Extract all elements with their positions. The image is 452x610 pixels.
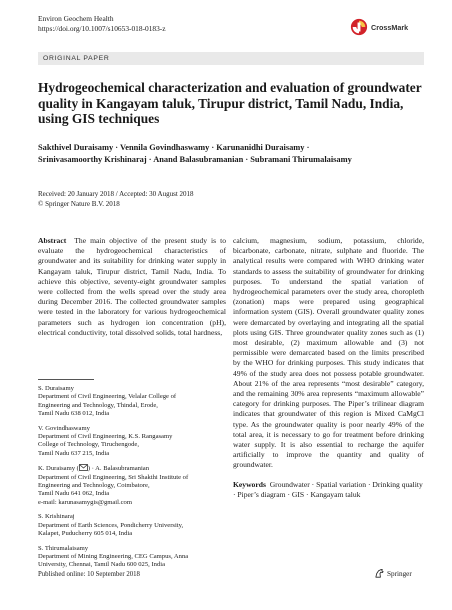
affiliation-line: Department of Civil Engineering, Sri Shakthi Institute of: [38, 473, 189, 481]
affiliation: [38, 513, 226, 538]
article-type-banner: ORIGINAL PAPER: [38, 52, 424, 65]
affiliation-divider: [38, 379, 94, 380]
author[interactable]: Sakthivel Duraisamy: [38, 143, 114, 152]
author-list: Sakthivel Duraisamy · Vennila Govindhaswamy · Karunanidhi Duraisamy · Srinivasamoorthy Krishinaraj · Anand Balasubramanian · Subramani Thirumalaisamy: [38, 143, 352, 164]
journal-name: Environ Geochem Health: [38, 14, 114, 23]
affiliation-name: V. Govindhaswamy: [38, 424, 90, 432]
author[interactable]: Karunanidhi Duraisamy: [216, 143, 305, 152]
affiliation-line: Kalapet, Puducherry 605 014, India: [38, 530, 133, 538]
journal-header: [38, 14, 166, 33]
affiliations: [38, 379, 226, 576]
abstract-continued: calcium, magnesium, sodium, potassium, chloride, bicarbonate, carbonate, nitrate, sulphate and fluoride. The analytical results were compared with WHO drinking water standards to assess the suitability of groundwater for drinking purposes. To understand the spatial variation of hydrogeochemical parameters over the study area, choropleth (zonation) maps were prepared using geographical information system (GIS). Overall groundwater quality zones were demarcated by overlaying and integrating all the spatial plots using GIS. Three groundwater quality zones such as (1) most desirable, (2) maximum allowable and (3) not permissible were demarcated based on the limits prescribed by the WHO for drinking purposes. This study indicates that 49% of the study area does not possess potable groundwater. About 21% of the area represents “most desirable” category, and the remaining 30% area represents “maximum allowable” category for drinking purposes. The Piper’s trilinear diagram indicates that groundwater of this region is Mixed CaMgCl type. As the groundwater quality is poor nearly 49% of the total area, it is necessary to go for treatment before drinking water supply. It is also essential to recharge the aquifer artificially to improve the quantity and quality of groundwater.: [233, 236, 424, 470]
affiliation-line: Department of Civil Engineering, K.S. Rangasamy: [38, 433, 173, 441]
left-column: [38, 236, 226, 338]
paper-title: Hydrogeochemical characterization and evaluation of groundwater quality in Kangayam taluk, Tirupur district, Tamil Nadu, India, using GIS techniques: [38, 80, 422, 127]
affiliation-line: Department of Earth Sciences, Pondicherry University,: [38, 521, 184, 529]
author[interactable]: Subramani Thirumalaisamy: [250, 155, 352, 164]
affiliation-name-prefix: K. Duraisamy (: [38, 465, 79, 473]
affiliation-line: Department of Civil Engineering, Velalar College of: [38, 393, 177, 401]
copyright-line: © Springer Nature B.V. 2018: [38, 199, 120, 208]
email-link[interactable]: e-mail: karunasamygis@gmail.com: [38, 498, 132, 506]
affiliation-line: Department of Mining Engineering, CEG Campus, Anna: [38, 552, 189, 560]
affiliation-line: Tamil Nadu 637 215, India: [38, 449, 110, 457]
keywords-body: Groundwater · Spatial variation · Drinking quality · Piper’s diagram · GIS · Kangayam taluk: [233, 479, 423, 499]
envelope-icon[interactable]: [79, 464, 88, 471]
affiliation: [38, 464, 226, 507]
springer-horse-logo-icon: [374, 568, 385, 579]
affiliation-name: [38, 464, 226, 473]
crossmark-icon: [350, 18, 368, 36]
affiliation: [38, 425, 226, 459]
affiliation-line: College of Technology, Tiruchengode,: [38, 441, 139, 449]
abstract: [38, 236, 226, 338]
article-dates: [38, 190, 194, 209]
affiliation-name: S. Thirumalaisamy: [38, 544, 89, 552]
received-accepted: Received: 20 January 2018 / Accepted: 30 August 2018: [38, 190, 194, 198]
abstract-body: The main objective of the present study is to evaluate the hydrogeochemical characteristics of groundwater and its suitability for drinking water supply in Kangayam taluk, Tirupur district, Tamil Nadu, India. To achieve this objective, seventy-eight groundwater samples were collected from the wells spread over the study area during December 2016. The collected groundwater samples were tested in the laboratory for various hydrogeochemical parameters such as hydrogen ion concentration (pH), electrical conductivity, total dissolved solids, total hardness,: [38, 236, 226, 337]
doi-link[interactable]: https://doi.org/10.1007/s10653-018-0183-z: [38, 23, 166, 33]
springer-label: Springer: [387, 569, 412, 578]
affiliation-line: Tamil Nadu 641 062, India: [38, 490, 110, 498]
author[interactable]: Anand Balasubramanian: [153, 155, 244, 164]
keywords-heading: Keywords: [233, 479, 266, 489]
abstract-heading: Abstract: [38, 236, 67, 245]
affiliation-name: S. Duraisamy: [38, 385, 74, 392]
affiliation-line: University, Chennai, Tamil Nadu 600 025, India: [38, 561, 165, 569]
affiliation: [38, 385, 226, 419]
affiliation-name-suffix: ) · A. Balasubramanian: [87, 465, 149, 473]
crossmark-label: CrossMark: [371, 22, 409, 32]
affiliation-line: Engineering and Technology, Coimbatore,: [38, 482, 150, 490]
affiliation-line: Tamil Nadu 638 012, India: [38, 410, 110, 418]
right-column: [233, 236, 424, 500]
keywords: [233, 480, 424, 500]
author[interactable]: Srinivasamoorthy Krishinaraj: [38, 155, 147, 164]
affiliation: [38, 545, 226, 570]
author[interactable]: Vennila Govindhaswamy: [120, 143, 210, 152]
affiliation-line: Engineering and Technology, Thindal, Erode,: [38, 401, 158, 409]
crossmark-badge[interactable]: [350, 18, 408, 36]
affiliation-name: S. Krishinaraj: [38, 513, 75, 521]
springer-logo: [374, 568, 412, 579]
published-date: Published online: 10 September 2018: [38, 571, 140, 578]
